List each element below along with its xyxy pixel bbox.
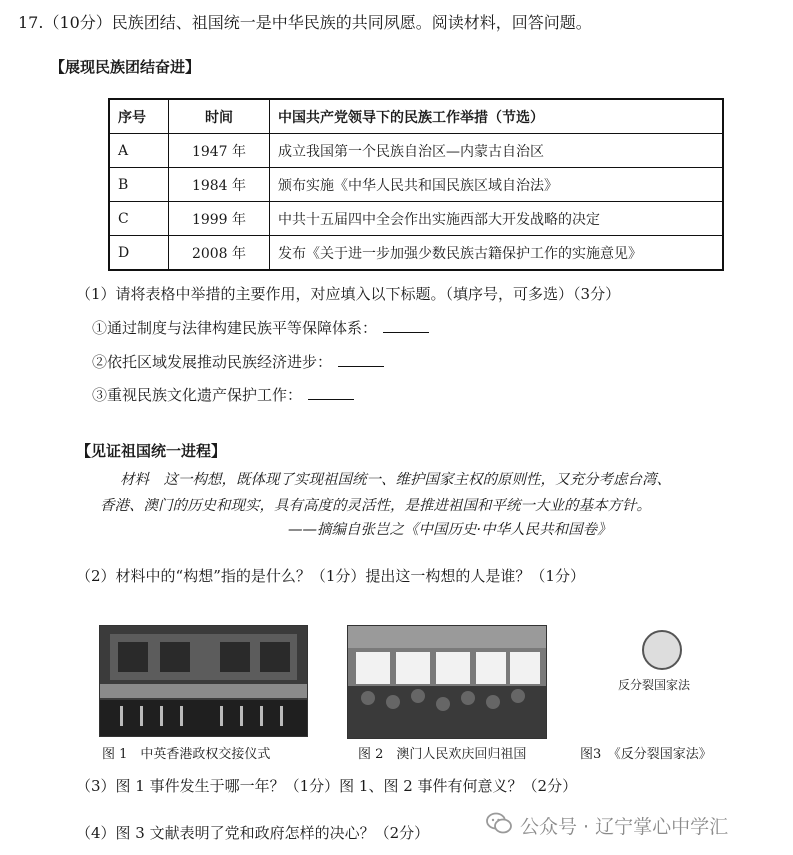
sub-question-3: （3）图 1 事件发生于哪一年？（1分）图 1、图 2 事件有何意义？（2分） [76, 777, 578, 795]
col-header-index: 序号 [109, 99, 169, 134]
cell-measure: 中共十五届四中全会作出实施西部大开发战略的决定 [270, 202, 724, 236]
watermark: 公众号 · 辽宁掌心中学汇 [520, 816, 729, 838]
section-title-unity: 【展现民族团结奋进】 [50, 58, 201, 76]
cell-index: D [109, 236, 169, 271]
figure-caption-2: 图 2 澳门人民欢庆回归祖国 [358, 747, 527, 762]
answer-blank[interactable] [338, 354, 384, 367]
figure-hong-kong-handover-photo [99, 625, 308, 737]
figure-macau-celebration-photo [347, 625, 547, 739]
cell-index: A [109, 134, 169, 168]
cell-time: 2008 年 [169, 236, 270, 271]
answer-blank[interactable] [308, 387, 354, 400]
table-row [109, 202, 723, 236]
answer-option-1 [92, 317, 429, 338]
col-header-time: 时间 [169, 99, 270, 134]
table-row [109, 168, 723, 202]
table-row [109, 236, 723, 271]
emblem-label: 反分裂国家法 [618, 678, 691, 692]
cell-index: B [109, 168, 169, 202]
section-title-reunification: 【见证祖国统一进程】 [76, 442, 227, 460]
sub-question-4: （4）图 3 文献表明了党和政府怎样的决心？（2分） [76, 824, 430, 842]
table-row [109, 134, 723, 168]
material-source: ——摘编自张岂之《中国历史·中华人民共和国卷》 [288, 522, 612, 538]
sub-question-1: （1）请将表格中举措的主要作用，对应填入以下标题。（填序号，可多选）（3分） [76, 285, 621, 303]
answer-blank[interactable] [383, 320, 429, 333]
cell-measure: 颁布实施《中华人民共和国民族区域自治法》 [270, 168, 724, 202]
option-label: ③重视民族文化遗产保护工作： [92, 386, 303, 404]
cell-index: C [109, 202, 169, 236]
col-header-measure: 中国共产党领导下的民族工作举措（节选） [270, 99, 724, 134]
national-emblem-icon [642, 630, 682, 670]
figure-caption-1: 图 1 中英香港政权交接仪式 [102, 747, 271, 762]
cell-time: 1984 年 [169, 168, 270, 202]
cell-measure: 发布《关于进一步加强少数民族古籍保护工作的实施意见》 [270, 236, 724, 271]
question-header: 17.（10分）民族团结、祖国统一是中华民族的共同夙愿。阅读材料，回答问题。 [18, 13, 592, 32]
material-line: 香港、澳门的历史和现实，具有高度的灵活性，是推进祖国和平统一大业的基本方针。 [100, 498, 651, 514]
cell-measure: 成立我国第一个民族自治区—内蒙古自治区 [270, 134, 724, 168]
figure-caption-3: 图3 《反分裂国家法》 [580, 747, 712, 762]
measures-table [108, 98, 724, 271]
material-line: 材料 这一构想，既体现了实现祖国统一、维护国家主权的原则性，又充分考虑台湾、 [120, 472, 671, 488]
sub-question-2: （2）材料中的“构想”指的是什么？（1分）提出这一构想的人是谁？（1分） [76, 567, 585, 585]
table-header-row [109, 99, 723, 134]
option-label: ①通过制度与法律构建民族平等保障体系： [92, 319, 378, 337]
option-label: ②依托区域发展推动民族经济进步： [92, 353, 333, 371]
cell-time: 1999 年 [169, 202, 270, 236]
answer-option-3 [92, 384, 354, 405]
answer-option-2 [92, 351, 384, 372]
cell-time: 1947 年 [169, 134, 270, 168]
wechat-icon [486, 812, 512, 834]
